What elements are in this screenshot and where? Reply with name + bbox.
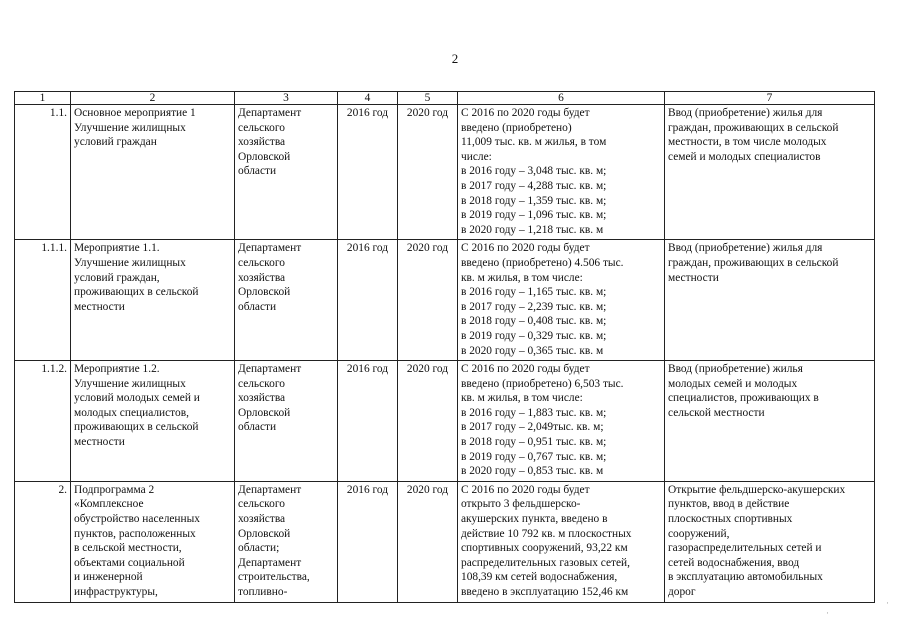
- executor-line: Департамент: [238, 363, 302, 376]
- executor-line: Департамент: [238, 242, 302, 255]
- direction-line: Ввод (приобретение) жилья для: [668, 107, 823, 119]
- direction-line: Ввод (приобретение) жилья для: [668, 242, 823, 255]
- measure-name: [71, 240, 235, 361]
- table-row: [15, 105, 875, 240]
- executor-line: Орловской: [238, 406, 291, 419]
- page-number: 2: [451, 51, 459, 66]
- result-line: в 2017 году – 4,288 тыс. кв. м;: [461, 179, 607, 192]
- executor-line: хозяйства: [238, 271, 286, 284]
- item-number: 2.: [15, 481, 71, 602]
- name-line: Основное мероприятие 1: [74, 107, 196, 119]
- responsible-executor: [235, 240, 338, 361]
- executor-line: области: [238, 421, 277, 434]
- direction-line: плоскостных спортивных: [668, 513, 793, 526]
- main-directions: [665, 481, 875, 602]
- item-number: 1.1.2.: [15, 361, 71, 482]
- main-directions: [665, 361, 875, 482]
- expected-result: [458, 361, 665, 482]
- executor-line: сельского: [238, 256, 285, 269]
- direction-line: Ввод (приобретение) жилья: [668, 363, 803, 376]
- column-number: 3: [235, 92, 338, 105]
- direction-line: семей и молодых специалистов: [668, 150, 821, 163]
- executor-line: Орловской: [238, 527, 291, 540]
- result-line: спортивных сооружений, 93,22 км: [461, 542, 628, 555]
- measure-name: [71, 361, 235, 482]
- name-line: Мероприятие 1.2.: [74, 363, 160, 376]
- name-line: Улучшение жилищных: [74, 121, 186, 134]
- executor-line: хозяйства: [238, 392, 286, 405]
- measure-name: [71, 105, 235, 240]
- result-line: в 2019 году – 0,767 тыс. кв. м;: [461, 450, 607, 463]
- result-line: введено в эксплуатацию 152,46 км: [461, 586, 629, 598]
- result-line: С 2016 по 2020 годы будет: [461, 363, 590, 376]
- name-line: «Комплексное: [74, 498, 144, 511]
- executor-line: сельского: [238, 121, 285, 134]
- executor-line: строительства,: [238, 571, 310, 584]
- column-number: 2: [71, 92, 235, 105]
- direction-line: Открытие фельдшерско-акушерских: [668, 483, 846, 496]
- result-line: акушерских пункта, введено в: [461, 513, 608, 526]
- executor-line: Департамент: [238, 556, 302, 569]
- column-number: 7: [665, 92, 875, 105]
- direction-line: сетей водоснабжения, ввод: [668, 556, 800, 569]
- result-line: в 2018 году – 1,359 тыс. кв. м;: [461, 194, 607, 207]
- result-line: 108,39 км сетей водоснабжения,: [461, 571, 618, 584]
- main-directions: [665, 240, 875, 361]
- result-line: введено (приобретено): [461, 121, 572, 134]
- executor-line: области: [238, 165, 277, 178]
- result-line: в 2016 году – 1,165 тыс. кв. м;: [461, 286, 607, 299]
- table-row: [15, 240, 875, 361]
- executor-line: области: [238, 300, 277, 313]
- scan-speck: ·: [886, 598, 889, 608]
- direction-line: граждан, проживающих в сельской: [668, 121, 839, 134]
- name-line: проживающих в сельской: [74, 286, 199, 299]
- end-year: 2020 год: [398, 361, 458, 482]
- result-line: в 2016 году – 1,883 тыс. кв. м;: [461, 406, 607, 419]
- result-line: в 2016 году – 3,048 тыс. кв. м;: [461, 165, 607, 178]
- result-line: открыто 3 фельдшерско-: [461, 498, 581, 511]
- result-line: в 2017 году – 2,049тыс. кв. м;: [461, 421, 604, 434]
- direction-line: пунктов, ввод в действие: [668, 498, 790, 511]
- end-year: 2020 год: [398, 240, 458, 361]
- executor-line: области;: [238, 542, 280, 555]
- program-table: [14, 91, 875, 603]
- column-number: 5: [398, 92, 458, 105]
- name-line: условий граждан: [74, 136, 157, 149]
- expected-result: [458, 240, 665, 361]
- name-line: инфраструктуры,: [74, 586, 158, 598]
- table-row: [15, 361, 875, 482]
- result-line: 11,009 тыс. кв. м жилья, в том: [461, 136, 607, 149]
- result-line: в 2018 году – 0,408 тыс. кв. м;: [461, 315, 607, 328]
- executor-line: топливно-: [238, 586, 288, 598]
- result-line: введено (приобретено) 6,503 тыс.: [461, 377, 624, 390]
- result-line: в 2020 году – 1,218 тыс. кв. м: [461, 223, 604, 236]
- direction-line: дорог: [668, 586, 696, 598]
- name-line: в сельской местности,: [74, 542, 182, 555]
- result-line: в 2018 году – 0,951 тыс. кв. м;: [461, 436, 607, 449]
- executor-line: сельского: [238, 498, 285, 511]
- table-header-row: [15, 92, 875, 105]
- name-line: Подпрограмма 2: [74, 483, 155, 496]
- direction-line: сельской местности: [668, 406, 765, 419]
- main-directions: [665, 105, 875, 240]
- result-line: С 2016 по 2020 годы будет: [461, 107, 590, 119]
- direction-line: местности: [668, 271, 719, 284]
- end-year: 2020 год: [398, 105, 458, 240]
- direction-line: местности, в том числе молодых: [668, 136, 827, 149]
- name-line: обустройство населенных: [74, 513, 200, 526]
- direction-line: специалистов, проживающих в: [668, 392, 819, 405]
- executor-line: Орловской: [238, 150, 291, 163]
- direction-line: в эксплуатацию автомобильных: [668, 571, 823, 584]
- result-line: в 2019 году – 0,329 тыс. кв. м;: [461, 329, 607, 342]
- name-line: условий граждан,: [74, 271, 160, 284]
- start-year: 2016 год: [338, 481, 398, 602]
- executor-line: хозяйства: [238, 513, 286, 526]
- result-line: числе:: [461, 150, 492, 163]
- expected-result: [458, 481, 665, 602]
- name-line: Улучшение жилищных: [74, 377, 186, 390]
- result-line: С 2016 по 2020 годы будет: [461, 483, 590, 496]
- start-year: 2016 год: [338, 105, 398, 240]
- executor-line: Департамент: [238, 107, 302, 119]
- direction-line: граждан, проживающих в сельской: [668, 256, 839, 269]
- result-line: в 2019 году – 1,096 тыс. кв. м;: [461, 209, 607, 222]
- result-line: действие 10 792 кв. м плоскостных: [461, 527, 632, 540]
- table-row: [15, 481, 875, 602]
- executor-line: Департамент: [238, 483, 302, 496]
- direction-line: сооружений,: [668, 527, 730, 540]
- start-year: 2016 год: [338, 361, 398, 482]
- result-line: в 2020 году – 0,365 тыс. кв. м: [461, 344, 604, 357]
- responsible-executor: [235, 361, 338, 482]
- name-line: пунктов, расположенных: [74, 527, 196, 540]
- name-line: местности: [74, 436, 125, 449]
- column-number: 6: [458, 92, 665, 105]
- direction-line: молодых семей и молодых: [668, 377, 798, 390]
- name-line: и инженерной: [74, 571, 143, 584]
- name-line: Мероприятие 1.1.: [74, 242, 160, 255]
- name-line: местности: [74, 300, 125, 313]
- column-number: 1: [15, 92, 71, 105]
- name-line: Улучшение жилищных: [74, 256, 186, 269]
- result-line: С 2016 по 2020 годы будет: [461, 242, 590, 255]
- result-line: распределительных газовых сетей,: [461, 556, 630, 569]
- end-year: 2020 год: [398, 481, 458, 602]
- start-year: 2016 год: [338, 240, 398, 361]
- name-line: условий молодых семей и: [74, 392, 200, 405]
- scan-speck: ·: [826, 608, 829, 618]
- result-line: введено (приобретено) 4.506 тыс.: [461, 256, 624, 269]
- result-line: кв. м жилья, в том числе:: [461, 392, 583, 405]
- measure-name: [71, 481, 235, 602]
- result-line: в 2017 году – 2,239 тыс. кв. м;: [461, 300, 607, 313]
- result-line: в 2020 году – 0,853 тыс. кв. м: [461, 465, 604, 478]
- name-line: объектами социальной: [74, 556, 185, 569]
- expected-result: [458, 105, 665, 240]
- column-number: 4: [338, 92, 398, 105]
- executor-line: хозяйства: [238, 136, 286, 149]
- item-number: 1.1.1.: [15, 240, 71, 361]
- responsible-executor: [235, 481, 338, 602]
- responsible-executor: [235, 105, 338, 240]
- item-number: 1.1.: [15, 105, 71, 240]
- executor-line: сельского: [238, 377, 285, 390]
- executor-line: Орловской: [238, 286, 291, 299]
- name-line: молодых специалистов,: [74, 406, 189, 419]
- name-line: проживающих в сельской: [74, 421, 199, 434]
- direction-line: газораспределительных сетей и: [668, 542, 822, 555]
- result-line: кв. м жилья, в том числе:: [461, 271, 583, 284]
